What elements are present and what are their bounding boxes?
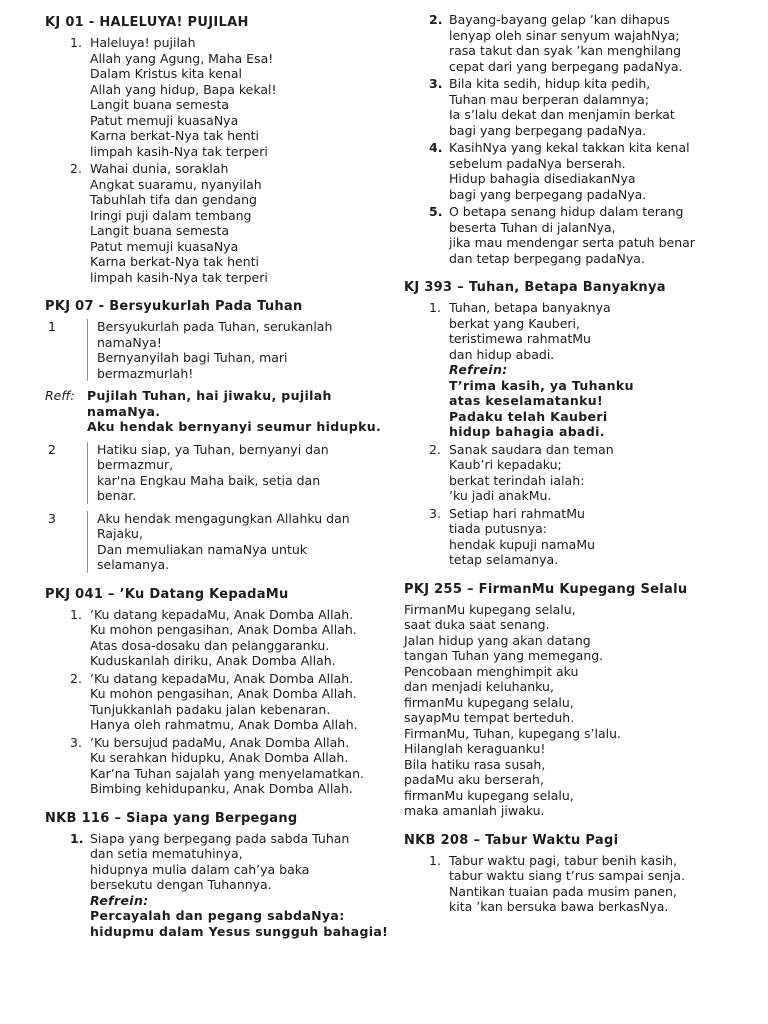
lyric-line: tabur waktu siang t’rus sampai senja.: [449, 868, 685, 883]
verse: [404, 442, 762, 504]
verse: [404, 76, 762, 138]
column-right: [404, 12, 762, 928]
lyric-line: Kar’na Tuhan sajalah yang menyelamatkan.: [90, 765, 364, 781]
lyric-line: tangan Tuhan yang memegang.: [404, 648, 604, 663]
verse-number: 3.: [70, 734, 82, 750]
lyric-line: Bersyukurlah pada Tuhan, serukanlah: [97, 319, 333, 334]
verse-number: 2.: [429, 12, 443, 27]
lyric-line: Refrein:: [90, 892, 149, 908]
hymn-title: NKB 116 – Siapa yang Berpegang: [45, 810, 298, 826]
lyric-line: Ku mohon pengasihan, Anak Domba Allah.: [90, 686, 357, 701]
verse-number: 2.: [70, 161, 82, 176]
lyric-line: hidupmu dalam Yesus sungguh bahagia!: [90, 923, 389, 939]
lyric-line: KasihNya yang kekal takkan kita kenal: [449, 140, 690, 155]
lyric-line: tetap selamanya.: [449, 552, 559, 567]
lyric-line: Bernyanyilah bagi Tuhan, mari: [97, 350, 288, 365]
verse: [45, 671, 395, 733]
verse-number: 4.: [429, 140, 443, 155]
lyric-line: dan setia mematuhinya,: [90, 846, 243, 861]
verse: [45, 319, 395, 381]
lyric-line: tiada putusnya:: [449, 521, 547, 536]
verse-lines: [87, 511, 350, 573]
lyric-line: Allah yang hidup, Bapa kekal!: [90, 81, 277, 97]
verse-lines: [90, 735, 364, 797]
verse: [404, 506, 762, 568]
verse-lines: [449, 204, 695, 266]
lyric-line: kita ’kan bersuka bawa berkasNya.: [449, 899, 669, 914]
verse-lines: [449, 300, 634, 440]
verse-lines: [87, 319, 332, 381]
lyric-line: Haleluya! pujilah: [90, 35, 196, 50]
verse-lines: [449, 76, 675, 138]
lyric-line: Percayalah dan pegang sabdaNya:: [90, 908, 345, 923]
lyric-line: Bimbing kehidupanku, Anak Domba Allah.: [90, 781, 353, 796]
verse-number: 1.: [70, 830, 84, 846]
hymn-section-nkb-116: [45, 810, 395, 940]
lyric-line: ’Ku datang kepadaMu, Anak Domba Allah.: [90, 606, 354, 622]
lyric-line: Tuhan mau berperan dalamnya;: [449, 91, 650, 107]
lyric-line: selamanya.: [97, 557, 170, 572]
verse: [404, 204, 762, 266]
lyric-line: Refrein:: [449, 362, 508, 377]
lyric-line: ’ku jadi anakMu.: [449, 488, 552, 503]
lyric-line: Kuduskanlah diriku, Anak Domba Allah.: [90, 653, 336, 668]
lyric-line: benar.: [97, 488, 137, 503]
verse-number: 1.: [70, 606, 82, 622]
lyric-line: Siapa yang berpegang pada sabda Tuhan: [90, 830, 350, 846]
lyric-line: bermazmur,: [97, 457, 174, 472]
lyric-line: firmanMu kupegang selalu,: [404, 787, 574, 803]
lyric-line: Langit buana semesta: [90, 223, 230, 238]
lyric-line: bagi yang berpegang padaNya.: [449, 186, 647, 202]
verse-lines: [404, 602, 621, 819]
verse-lines: [449, 506, 595, 568]
verse: [45, 607, 395, 669]
verse: [404, 853, 762, 915]
lyric-line: namaNya!: [97, 334, 162, 350]
verse-lines: [90, 35, 277, 159]
lyric-line: Padaku telah Kauberi: [449, 408, 608, 424]
hymn-title: PKJ 041 – ’Ku Datang KepadaMu: [45, 586, 289, 602]
verse-number: 1.: [429, 300, 441, 315]
verse-lines: [90, 671, 358, 733]
verse: [45, 511, 395, 573]
lyric-line: kar'na Engkau Maha baik, setia dan: [97, 472, 321, 488]
hymn-title: KJ 393 – Tuhan, Betapa Banyaknya: [404, 280, 666, 295]
verse-lines: [90, 161, 268, 285]
lyric-line: teristimewa rahmatMu: [449, 331, 591, 346]
lyric-line: Tunjukkanlah padaku jalan kebenaran.: [90, 701, 331, 717]
lyric-line: Nantikan tuaian pada musim panen,: [449, 883, 677, 899]
lyric-line: Kaub’ri kepadaku;: [449, 457, 562, 472]
lyric-line: Ku mohon pengasihan, Anak Domba Allah.: [90, 622, 357, 637]
verse-number: 2.: [429, 441, 441, 457]
lyric-line: lenyap oleh sinar senyum wajahNya;: [449, 27, 680, 43]
lyric-line: Ku serahkan hidupku, Anak Domba Allah.: [90, 750, 349, 765]
lyric-line: ’Ku datang kepadaMu, Anak Domba Allah.: [90, 670, 354, 686]
verse-lines: [449, 12, 682, 74]
lyric-line: sayapMu tempat berteduh.: [404, 710, 575, 725]
hymn-section-pkj-255: [404, 581, 762, 819]
lyric-line: padaMu aku berserah,: [404, 772, 544, 787]
verse: [45, 161, 395, 285]
lyric-line: Dalam Kristus kita kenal: [90, 66, 242, 81]
lyric-line: Pencobaan menghimpit aku: [404, 663, 579, 679]
lyric-line: berkat yang Kauberi,: [449, 315, 580, 331]
lyric-line: Ia s’lalu dekat dan menjamin berkat: [449, 107, 675, 122]
lyric-line: dan menjadi keluhanku,: [404, 679, 554, 694]
verse-lines: [87, 388, 381, 435]
lyric-line: Patut memuji kuasaNya: [90, 112, 239, 128]
verse: [404, 12, 762, 74]
verse: [404, 602, 762, 819]
lyric-line: Hidup bahagia disediakanNya: [449, 171, 636, 186]
verse-lines: [87, 442, 329, 504]
lyric-line: Langit buana semesta: [90, 97, 230, 112]
lyric-line: Aku hendak mengagungkan Allahku dan: [97, 510, 350, 526]
lyric-line: Angkat suaramu, nyanyilah: [90, 176, 262, 192]
lyric-line: Jalan hidup yang akan datang: [404, 632, 591, 648]
column-left: [45, 14, 395, 952]
lyric-line: O betapa senang hidup dalam terang: [449, 204, 684, 219]
lyric-line: T’rima kasih, ya Tuhanku: [449, 377, 634, 393]
verse-number: Reff:: [45, 388, 75, 403]
lyric-line: Hatiku siap, ya Tuhan, bernyanyi dan: [97, 441, 329, 457]
verse-number: 3.: [429, 76, 443, 91]
verse-number: 1.: [70, 35, 82, 50]
hymn-section-pkj-07: [45, 298, 395, 573]
lyric-line: Allah yang Agung, Maha Esa!: [90, 50, 274, 66]
hymn-title: PKJ 07 - Bersyukurlah Pada Tuhan: [45, 299, 303, 314]
lyric-line: saat duka saat senang.: [404, 617, 550, 632]
lyric-line: Wahai dunia, soraklah: [90, 161, 229, 176]
lyric-line: Karna berkat-Nya tak henti: [90, 254, 260, 269]
verse-number: 5.: [429, 204, 443, 219]
lyric-line: jika mau mendengar serta patuh benar: [449, 235, 695, 250]
hymn-title: PKJ 255 – FirmanMu Kupegang Selalu: [404, 581, 688, 597]
lyric-line: Bayang-bayang gelap ’kan dihapus: [449, 12, 670, 27]
lyric-line: Karna berkat-Nya tak henti: [90, 128, 260, 143]
verse: [45, 35, 395, 159]
verse: [404, 140, 762, 202]
lyric-line: Tabur waktu pagi, tabur benih kasih,: [449, 852, 678, 868]
verse-number: 2: [48, 441, 56, 457]
lyric-line: Sanak saudara dan teman: [449, 441, 614, 457]
lyric-line: beserta Tuhan di jalanNya,: [449, 219, 616, 235]
lyric-line: ’Ku bersujud padaMu, Anak Domba Allah.: [90, 734, 350, 750]
hymn-section-nkb-208: [404, 832, 762, 915]
lyric-line: bersekutu dengan Tuhannya.: [90, 877, 272, 892]
verse-lines: [449, 853, 685, 915]
verse: [45, 388, 395, 435]
lyric-line: Dan memuliakan namaNya untuk: [97, 541, 308, 557]
lyric-line: hidupnya mulia dalam cah’ya baka: [90, 861, 310, 877]
lyric-line: firmanMu kupegang selalu,: [404, 694, 574, 710]
lyric-line: Patut memuji kuasaNya: [90, 238, 239, 254]
lyric-line: Atas dosa-dosaku dan pelanggaranku.: [90, 637, 330, 653]
lyric-line: Bila kita sedih, hidup kita pedih,: [449, 76, 651, 91]
verse: [45, 735, 395, 797]
lyric-line: bagi yang berpegang padaNya.: [449, 122, 647, 138]
lyric-line: atas keselamatanku!: [449, 393, 604, 408]
lyric-line: Rajaku,: [97, 526, 143, 541]
lyric-line: bermazmurlah!: [97, 365, 194, 381]
lyric-line: Setiap hari rahmatMu: [449, 505, 585, 521]
lyric-line: dan hidup abadi.: [449, 346, 555, 362]
lyric-line: Tabuhlah tifa dan gendang: [90, 192, 257, 207]
lyric-line: limpah kasih-Nya tak terperi: [90, 269, 268, 285]
verse: [45, 831, 395, 940]
lyric-line: dan tetap berpegang padaNya.: [449, 250, 645, 266]
lyric-line: FirmanMu kupegang selalu,: [404, 601, 576, 617]
lyric-line: Iringi puji dalam tembang: [90, 207, 252, 223]
lyric-line: Tuhan, betapa banyaknya: [449, 300, 611, 315]
lyric-line: sebelum padaNya berserah.: [449, 155, 626, 171]
verse: [45, 442, 395, 504]
lyric-line: Hanya oleh rahmatmu, Anak Domba Allah.: [90, 717, 358, 732]
lyric-line: FirmanMu, Tuhan, kupegang s’lalu.: [404, 725, 622, 741]
lyric-line: Hilanglah keraguanku!: [404, 741, 546, 756]
verse-lines: [449, 442, 614, 504]
lyric-line: rasa takut dan syak ’kan menghilang: [449, 43, 682, 58]
hymn-section-kj-393: [404, 279, 762, 568]
verse: [404, 300, 762, 440]
verse-number: 1.: [429, 852, 441, 868]
verse-number: 2.: [70, 670, 82, 686]
verse-number: 1: [48, 319, 56, 334]
verse-lines: [90, 831, 388, 940]
lyric-line: Bila hatiku rasa susah,: [404, 756, 546, 772]
lyric-line: cepat dari yang berpegang padaNya.: [449, 58, 683, 74]
verse-lines: [449, 140, 690, 202]
verse-number: 3.: [429, 505, 441, 521]
lyric-line: berkat terindah ialah:: [449, 472, 585, 488]
hymn-title: KJ 01 - HALELUYA! PUJILAH: [45, 15, 249, 30]
lyric-line: limpah kasih-Nya tak terperi: [90, 143, 268, 159]
lyric-line: Pujilah Tuhan, hai jiwaku, pujilah: [87, 388, 332, 403]
hymn-section-pkj-041: [45, 586, 395, 797]
lyric-line: hendak kupuji namaMu: [449, 536, 596, 552]
lyric-line: Aku hendak bernyanyi seumur hidupku.: [87, 419, 382, 434]
hymn-section-kj-01: [45, 14, 395, 285]
lyric-line: namaNya.: [87, 403, 161, 419]
verse-number: 3: [48, 510, 56, 526]
lyric-line: maka amanlah jiwaku.: [404, 803, 545, 818]
verse-lines: [90, 607, 357, 669]
lyric-line: hidup bahagia abadi.: [449, 424, 605, 439]
hymn-title: NKB 208 – Tabur Waktu Pagi: [404, 832, 619, 848]
hymn-section-nkb-116-continued: [404, 12, 762, 266]
